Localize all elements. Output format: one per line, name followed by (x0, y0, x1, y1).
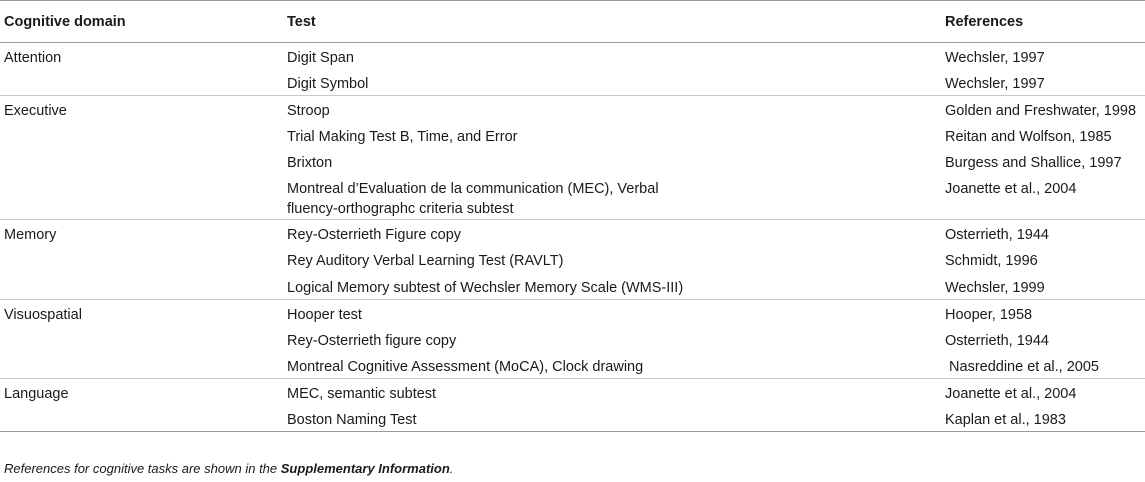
cell-test: Montreal d’Evaluation de la communication (MEC), Verbal fluency-orthographc criteria subtest (287, 181, 659, 218)
header-cognitive-domain: Cognitive domain (0, 1, 283, 43)
table-row (0, 352, 1145, 378)
cell-test: Boston Naming Test (283, 405, 941, 431)
cell-test: Montreal Cognitive Assessment (MoCA), Clock drawing (287, 358, 644, 375)
table-row (0, 148, 1145, 174)
footnote-text: References for cognitive tasks are shown in the (4, 461, 281, 476)
table-row (0, 273, 1145, 299)
cell-domain (0, 148, 283, 174)
cell-domain (0, 273, 283, 299)
table-row (0, 246, 1145, 272)
cell-test: Hooper test (283, 299, 941, 325)
cell-domain: Language (0, 378, 283, 404)
table-header (0, 1, 1145, 43)
cell-reference: Reitan and Wolfson, 1985 (945, 128, 1112, 145)
cell-domain (0, 69, 283, 95)
cell-reference: Kaplan et al., 1983 (941, 405, 1145, 431)
table-row (0, 378, 1145, 404)
cell-test: Brixton (287, 155, 333, 172)
cell-reference: Golden and Freshwater, 1998 (941, 95, 1145, 121)
cell-domain (0, 122, 283, 148)
table-row (0, 220, 1145, 246)
cell-test: MEC, semantic subtest (283, 378, 941, 404)
table-footnote (4, 461, 453, 476)
cell-reference: Joanette et al., 2004 (941, 378, 1145, 404)
cell-test: Digit Symbol (287, 75, 369, 92)
cell-test: Logical Memory subtest of Wechsler Memory Scale (WMS-III) (287, 279, 684, 296)
cell-reference: Osterrieth, 1944 (945, 332, 1049, 349)
cell-reference: Burgess and Shallice, 1997 (945, 155, 1122, 172)
cell-reference: Schmidt, 1996 (945, 253, 1038, 270)
cell-test: Trial Making Test B, Time, and Error (287, 128, 518, 145)
cell-reference: Joanette et al., 2004 (945, 181, 1077, 198)
cell-domain: Attention (4, 50, 62, 66)
footnote-period: . (449, 461, 454, 476)
cell-domain: Memory (0, 220, 283, 246)
table-row (0, 43, 1145, 69)
cell-reference: Nasreddine et al., 2005 (945, 358, 1099, 375)
cell-reference: Hooper, 1958 (941, 299, 1145, 325)
cell-domain (0, 352, 283, 378)
cell-reference: Wechsler, 1997 (945, 50, 1045, 66)
table-row (0, 405, 1145, 431)
cell-domain (0, 405, 283, 431)
cell-domain: Visuospatial (0, 299, 283, 325)
header-references: References (941, 1, 1145, 43)
cell-reference: Osterrieth, 1944 (941, 220, 1145, 246)
table-row (0, 122, 1145, 148)
table-row (0, 69, 1145, 95)
table-row (0, 174, 1145, 220)
cell-test: Rey-Osterrieth figure copy (287, 332, 457, 349)
cell-reference: Wechsler, 1999 (945, 279, 1045, 296)
cell-test: Rey Auditory Verbal Learning Test (RAVLT) (287, 253, 564, 270)
table-body (0, 43, 1145, 432)
cell-domain (0, 174, 283, 220)
cell-domain (0, 326, 283, 352)
cell-reference: Wechsler, 1997 (945, 75, 1045, 92)
cell-domain (0, 246, 283, 272)
cell-test: Digit Span (287, 50, 354, 66)
cell-test: Rey-Osterrieth Figure copy (283, 220, 941, 246)
table-row (0, 326, 1145, 352)
cell-test: Stroop (283, 95, 941, 121)
header-row (0, 1, 1145, 43)
table-row (0, 95, 1145, 121)
footnote-supplementary-link: Supplementary Information (280, 461, 450, 476)
header-test: Test (283, 1, 941, 43)
table-row (0, 299, 1145, 325)
cell-domain: Executive (0, 95, 283, 121)
